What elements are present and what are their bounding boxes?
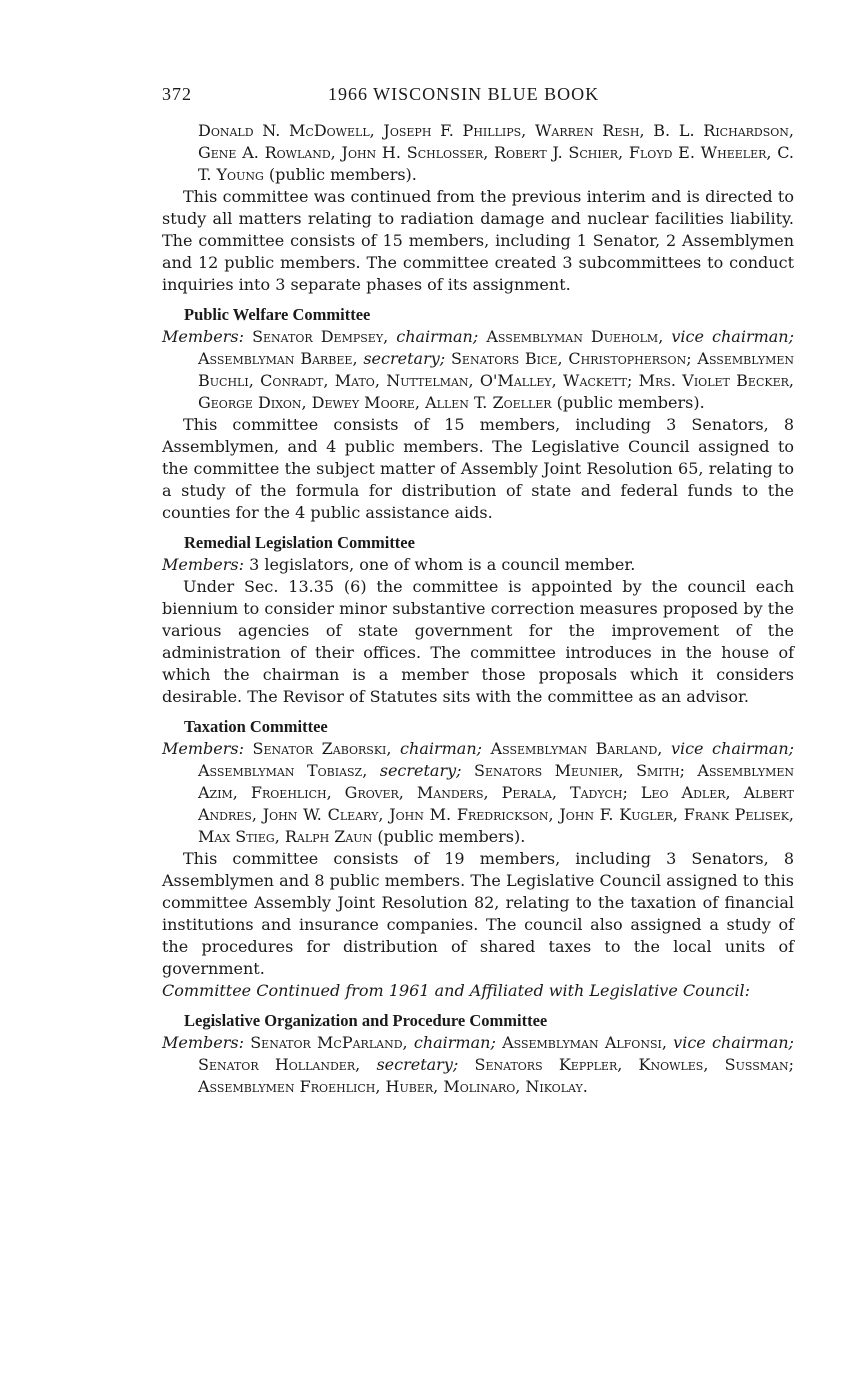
running-title: 1966 WISCONSIN BLUE BOOK [328,84,600,104]
member-list: Members: Senator Zaborski, chairman; Assemblyman Barland, vice chairman; Assemblyman Tobiasz, secretary; Senators Meunier, Smith; Assemblymen Azim, Froehlich, Grover, Manders, Perala, Tadych; Leo Adler, Albert Andres, John W. Cleary, John M. Fredrickson, John F. Kugler, Frank Pelisek, Max Stieg, Ralph Zaun (public members). [162,739,795,846]
page-number: 372 [162,84,192,104]
committee-description: Under Sec. 13.35 (6) the committee is appointed by the council each biennium to consider minor substantive correction measures proposed by the various agencies of state government for the improvement of the administration of their offices. The committee introduces in the house of which the chairman is a member those proposals which it considers desirable. The Revisor of Statutes sits with the committee as an advisor. [162,577,794,706]
document-page [162,80,794,1098]
committee-description: This committee was continued from the previous interim and is directed to study all matters relating to radiation damage and nuclear facilities liability. The committee consists of 15 members, including 1 Senator, 2 Assemblymen and 12 public members. The committee created 3 subcommittees to conduct inquiries into 3 separate phases of its assignment. [162,187,794,294]
committee-heading: Taxation Committee [184,717,328,736]
committee-description: This committee consists of 19 members, including 3 Senators, 8 Assemblymen and 8 public members. The Legislative Council assigned to this committee Assembly Joint Resolution 82, relating to the taxation of financial institutions and insurance companies. The council also assigned a study of the procedures for distribution of shared taxes to the local units of government. [162,849,794,978]
body-text [162,120,794,1098]
committee-description: This committee consists of 15 members, including 3 Senators, 8 Assemblymen, and 4 public members. The Legislative Council assigned to the committee the subject matter of Assembly Joint Resolution 65, relating to a study of the formula for distribution of state and federal funds to the counties for the 4 public assistance aids. [162,415,794,522]
member-list: Members: 3 legislators, one of whom is a council member. [162,555,636,574]
member-list: Members: Senator Dempsey, chairman; Assemblyman Dueholm, vice chairman; Assemblyman Barbee, secretary; Senators Bice, Christopherson; Assemblymen Buchli, Conradt, Mato, Nuttelman, O'Malley, Wackett; Mrs. Violet Becker, George Dixon, Dewey Moore, Allen T. Zoeller (public members). [162,327,794,412]
member-list: Members: Senator McParland, chairman; Assemblyman Alfonsi, vice chairman; Senator Hollander, secretary; Senators Keppler, Knowles, Sussman; Assemblymen Froehlich, Huber, Molinaro, Nikolay. [162,1033,794,1096]
committee-heading: Remedial Legislation Committee [184,533,415,552]
committee-heading: Legislative Organization and Procedure Committee [184,1011,548,1030]
running-header [162,80,794,110]
section-heading: Committee Continued from 1961 and Affiliated with Legislative Council: [162,981,750,1000]
committee-heading: Public Welfare Committee [184,305,371,324]
member-list-continued: Donald N. McDowell, Joseph F. Phillips, Warren Resh, B. L. Richardson, Gene A. Rowland, John H. Schlosser, Robert J. Schier, Floyd E. Wheeler, C. T. Young (public members). [198,121,794,184]
